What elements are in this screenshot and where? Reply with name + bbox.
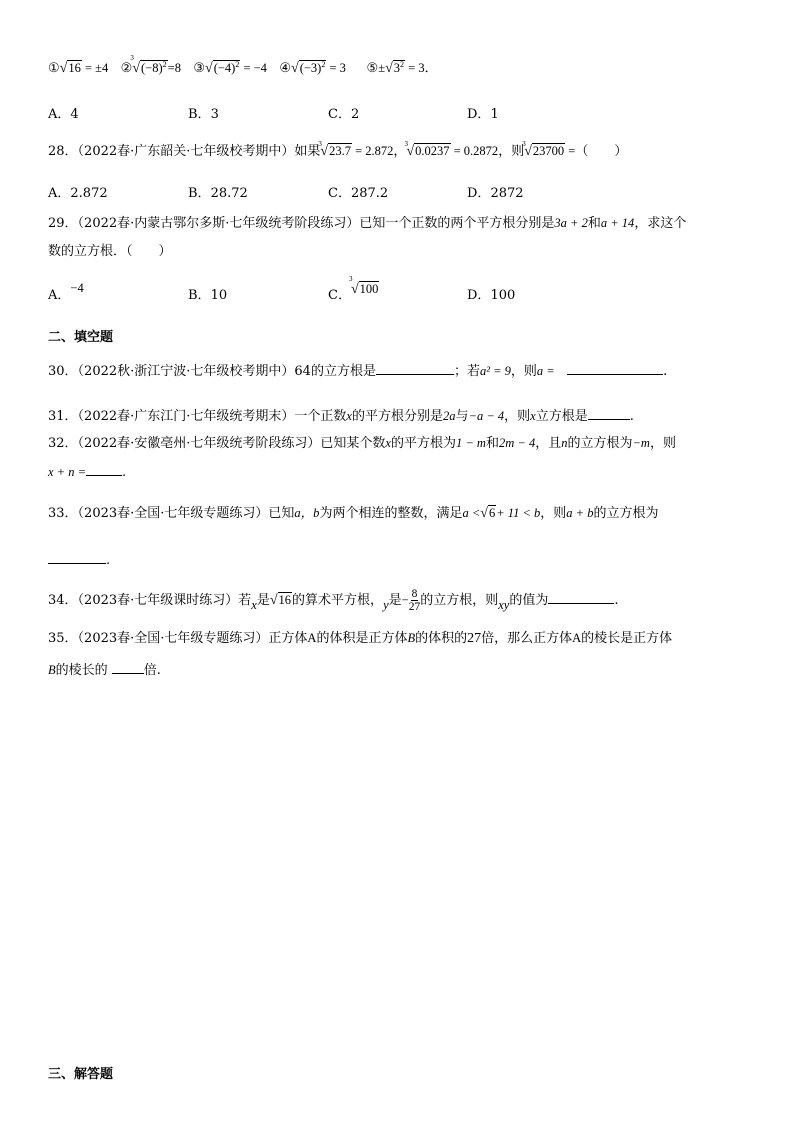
circle-4: ④ [279,61,291,77]
q34-fraction: $\frac{8}{27}$ [408,588,421,613]
q27-expr-4: $√(-3)^2$ [291,60,326,77]
q27-option-b[interactable]: B．3 [188,107,219,122]
q28-option-a[interactable]: A．2.872 [48,186,108,201]
answer-blank[interactable] [86,463,122,476]
answer-blank[interactable] [376,362,454,375]
q35-stem: 35．（2023春·全国·七年级专题练习）正方体A的体积是正方体B的体积的27倍，那么正方体A的棱长是正方体 [48,631,673,646]
section-heading-fill-in: 二、填空题 [48,330,114,345]
q28-option-c[interactable]: C．287.2 [328,186,389,201]
question-source: （2023春·七年级课时练习） [77,593,239,608]
q29-option-d[interactable]: D．100 [467,288,516,303]
q28-radical-1: 3 √23.7 [318,140,351,159]
q29-option-a[interactable]: A．−4 [48,281,84,303]
q27-expr-1: √16 [59,61,81,77]
question-number: 30． [48,364,78,379]
q33-stem: 33．（2023春·全国·七年级专题练习）已知a，b为两个相连的整数，满足a <√6+ 11 < b，则a + b的立方根为 [48,506,659,521]
answer-blank[interactable] [548,591,614,604]
question-source: （2022春·安徽亳州·七年级统考阶段练习） [77,436,321,451]
q34-stem: 34．（2023春·七年级课时练习）若x是√16的算术平方根，y是− $\frac{8}{27}$ 的立方根，则xy的值为 . [48,588,619,613]
q32-stem-line2: x + n = . [48,465,127,480]
question-number: 32． [48,436,78,451]
q28-radical-2: 3 √0.0237 [404,140,450,159]
q28-option-d[interactable]: D．2872 [467,186,524,201]
q32-stem: 32．（2022春·安徽亳州·七年级统考阶段练习）已知某个数x的平方根为1 − m和2m − 4，且n的立方根为−m，则 [48,436,676,451]
q35-stem-line2: B的棱长的 倍. [48,663,161,678]
q29-stem-line2: 数的立方根．（ ） [48,244,172,259]
question-number: 34． [48,593,78,608]
question-source: （2023春·全国·七年级专题练习） [77,631,269,646]
q27-option-a[interactable]: A．4 [48,107,79,122]
q29-stem: 29．（2022春·内蒙古鄂尔多斯·七年级统考阶段练习）已知一个正数的两个平方根分别是3a + 2和a + 14，求这个 [48,216,687,231]
answer-parentheses: （ ） [575,144,628,159]
section-heading-answer: 三、解答题 [48,1067,114,1082]
circle-3: ③ [193,61,206,77]
q31-stem: 31．（2022春·广东江门·七年级统考期末）一个正数x的平方根分别是2a与−a − 4，则x立方根是 . [48,409,634,424]
q29-option-c[interactable]: C． 3 √100 [328,275,379,303]
q33-radical: √6 [480,506,496,521]
q28-stem: 28．（2022春·广东韶关·七年级校考期中）如果 3 √23.7 = 2.872， 3 √0.0237 = 0.2872，则 3 √23700 =（ ） [48,140,628,159]
question-number: 35． [48,631,78,646]
q27-option-c[interactable]: C．2 [328,107,360,122]
q33-stem-line2: . [48,551,110,570]
question-source: （2022春·内蒙古鄂尔多斯·七年级统考阶段练习） [77,216,360,231]
question-source: （2023春·全国·七年级专题练习） [77,506,269,521]
answer-blank[interactable] [588,407,630,420]
question-number: 31． [48,409,78,424]
circle-5: ⑤ [366,61,379,77]
q27-expr-3: $√(-4)^2$ [205,60,240,77]
q27-statements: ①√16 = ±4 ② 3 $√(-8)^2=8$ $③√(-4)^2 = -4$ $④√(-3)^2 = 3$ $⑤\pm√3^2 = 3$． [48,54,438,77]
answer-blank[interactable] [567,362,663,375]
question-source: （2022春·广东江门·七年级统考期末） [77,409,295,424]
q28-radical-3: 3 √23700 [522,140,565,159]
circle-1: ① [48,61,60,77]
q30-stem: 30．（2022秋·浙江宁波·七年级校考期中）64的立方根是 ；若a² = 9，则a = . [48,364,668,379]
answer-blank[interactable] [112,661,144,674]
q34-radical: √16 [269,593,292,608]
question-number: 29． [48,216,78,231]
q27-expr-2: 3 $√(-8)^2$ [130,54,167,77]
answer-blank[interactable] [48,551,106,564]
circle-2: ② [120,61,133,77]
q28-option-b[interactable]: B．28.72 [188,186,248,201]
q29-option-b[interactable]: B．10 [188,288,228,303]
q27-option-d[interactable]: D．1 [467,107,499,122]
question-source: （2022春·广东韶关·七年级校考期中） [77,144,295,159]
q27-expr-5: $\pm√3^2$ [378,60,405,77]
question-number: 33． [48,506,78,521]
question-number: 28． [48,144,78,159]
question-source: （2022秋·浙江宁波·七年级校考期中） [77,364,295,379]
